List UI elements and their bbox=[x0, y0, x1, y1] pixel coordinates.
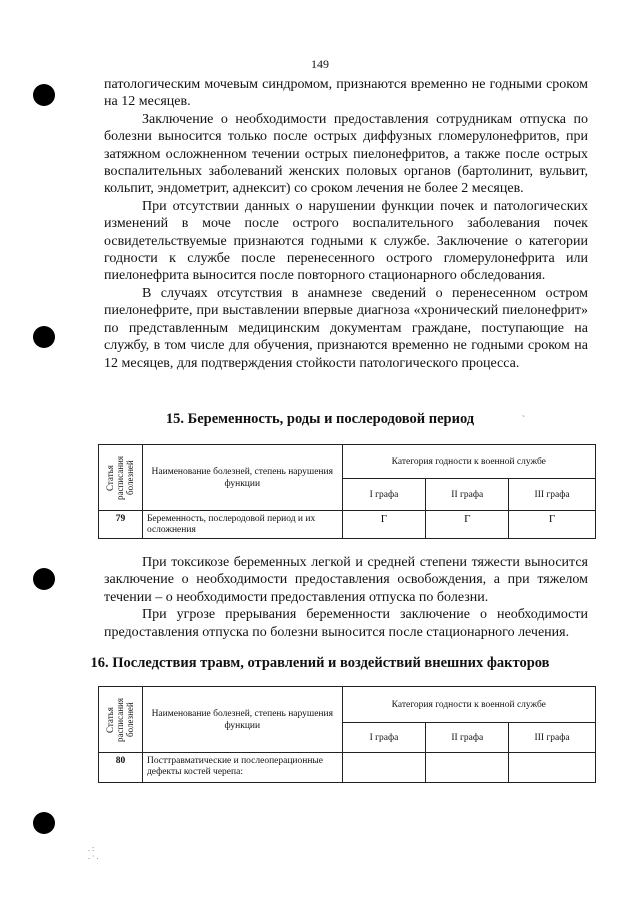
page-number: 149 bbox=[311, 57, 329, 71]
header-category: Категория годности к военной службе bbox=[342, 687, 595, 723]
scan-specks: . : . · . bbox=[88, 844, 99, 861]
header-col-2: II графа bbox=[426, 479, 509, 511]
header-col-1: I графа bbox=[342, 723, 426, 753]
binder-hole-2 bbox=[33, 326, 55, 348]
paragraph: патологическим мочевым синдромом, признаются временно не годными сроком на 12 месяцев. bbox=[104, 77, 588, 110]
row-category-2: Г bbox=[426, 511, 509, 539]
binder-hole-4 bbox=[33, 812, 55, 834]
header-col-3: III графа bbox=[509, 479, 596, 511]
paragraph: Заключение о необходимости предоставления сотрудникам отпуска по болезни выносится только после острых диффузных гломерулонефритов, при затяжном осложненном течении острых пиелонефритов, а также после острых воспалительных заболеваний женских половых органов (бартолинит, вульвит, кольпит, эндометрит, аднексит) со сроком лечения не более 2 месяцев. bbox=[104, 111, 588, 197]
header-article-cell bbox=[99, 687, 143, 753]
header-article: Статья расписания болезней bbox=[105, 697, 136, 742]
table-row bbox=[99, 753, 596, 783]
section-16-heading: 16. Последствия травм, отравлений и воздействий внешних факторов bbox=[90, 655, 550, 671]
header-col-1: I графа bbox=[342, 479, 426, 511]
row-article-number: 79 bbox=[99, 511, 143, 539]
table-row bbox=[99, 511, 596, 539]
section-15-heading: 15. Беременность, роды и послеродовой период bbox=[165, 411, 475, 427]
paragraph: При отсутствии данных о нарушении функции почек и патологических изменений в моче после острого воспалительного заболевания почек освидетельствуемые признаются годными к службе. Заключение о категории годности к службе после перенесенного острого гломерулонефрита или пиелонефрита выносится после повторного стационарного обследования. bbox=[104, 198, 588, 284]
header-article: Статья расписания болезней bbox=[105, 455, 136, 500]
header-category: Категория годности к военной службе bbox=[342, 445, 595, 479]
binder-hole-3 bbox=[33, 568, 55, 590]
header-name: Наименование болезней, степень нарушения функции bbox=[142, 687, 342, 753]
header-col-3: III графа bbox=[509, 723, 596, 753]
row-name: Посттравматические и послеоперационные дефекты костей черепа: bbox=[142, 753, 342, 783]
row-category-2 bbox=[426, 753, 509, 783]
header-article-cell bbox=[99, 445, 143, 511]
stray-mark: ` bbox=[522, 414, 525, 424]
main-text-block bbox=[104, 76, 588, 372]
binder-hole-1 bbox=[33, 84, 55, 106]
paragraph: При угрозе прерывания беременности заключение о необходимости предоставления отпуска по болезни выносится после стационарного лечения. bbox=[104, 607, 588, 640]
section-16-table bbox=[98, 686, 596, 783]
paragraph: При токсикозе беременных легкой и средней степени тяжести выносится заключение о необходимости предоставления освобождения, а при тяжелом течении – о необходимости предоставления отпуска по болезни. bbox=[104, 555, 588, 605]
paragraph: В случаях отсутствия в анамнезе сведений о перенесенном остром пиелонефрите, при выставлении впервые диагноза «хронический пиелонефрит» по представленным медицинским документам граждане, поступающие на службу, в том числе для обучения, признаются временно не годными сроком на 12 месяцев, для подтверждения стойкости патологического процесса. bbox=[104, 285, 588, 371]
row-article-number: 80 bbox=[99, 753, 143, 783]
section-15-table bbox=[98, 444, 596, 539]
header-name: Наименование болезней, степень нарушения функции bbox=[142, 445, 342, 511]
section-15-text bbox=[104, 554, 588, 641]
row-category-3 bbox=[509, 753, 596, 783]
row-name: Беременность, послеродовой период и их осложнения bbox=[142, 511, 342, 539]
row-category-3: Г bbox=[509, 511, 596, 539]
row-category-1: Г bbox=[342, 511, 426, 539]
header-col-2: II графа bbox=[426, 723, 509, 753]
row-category-1 bbox=[342, 753, 426, 783]
